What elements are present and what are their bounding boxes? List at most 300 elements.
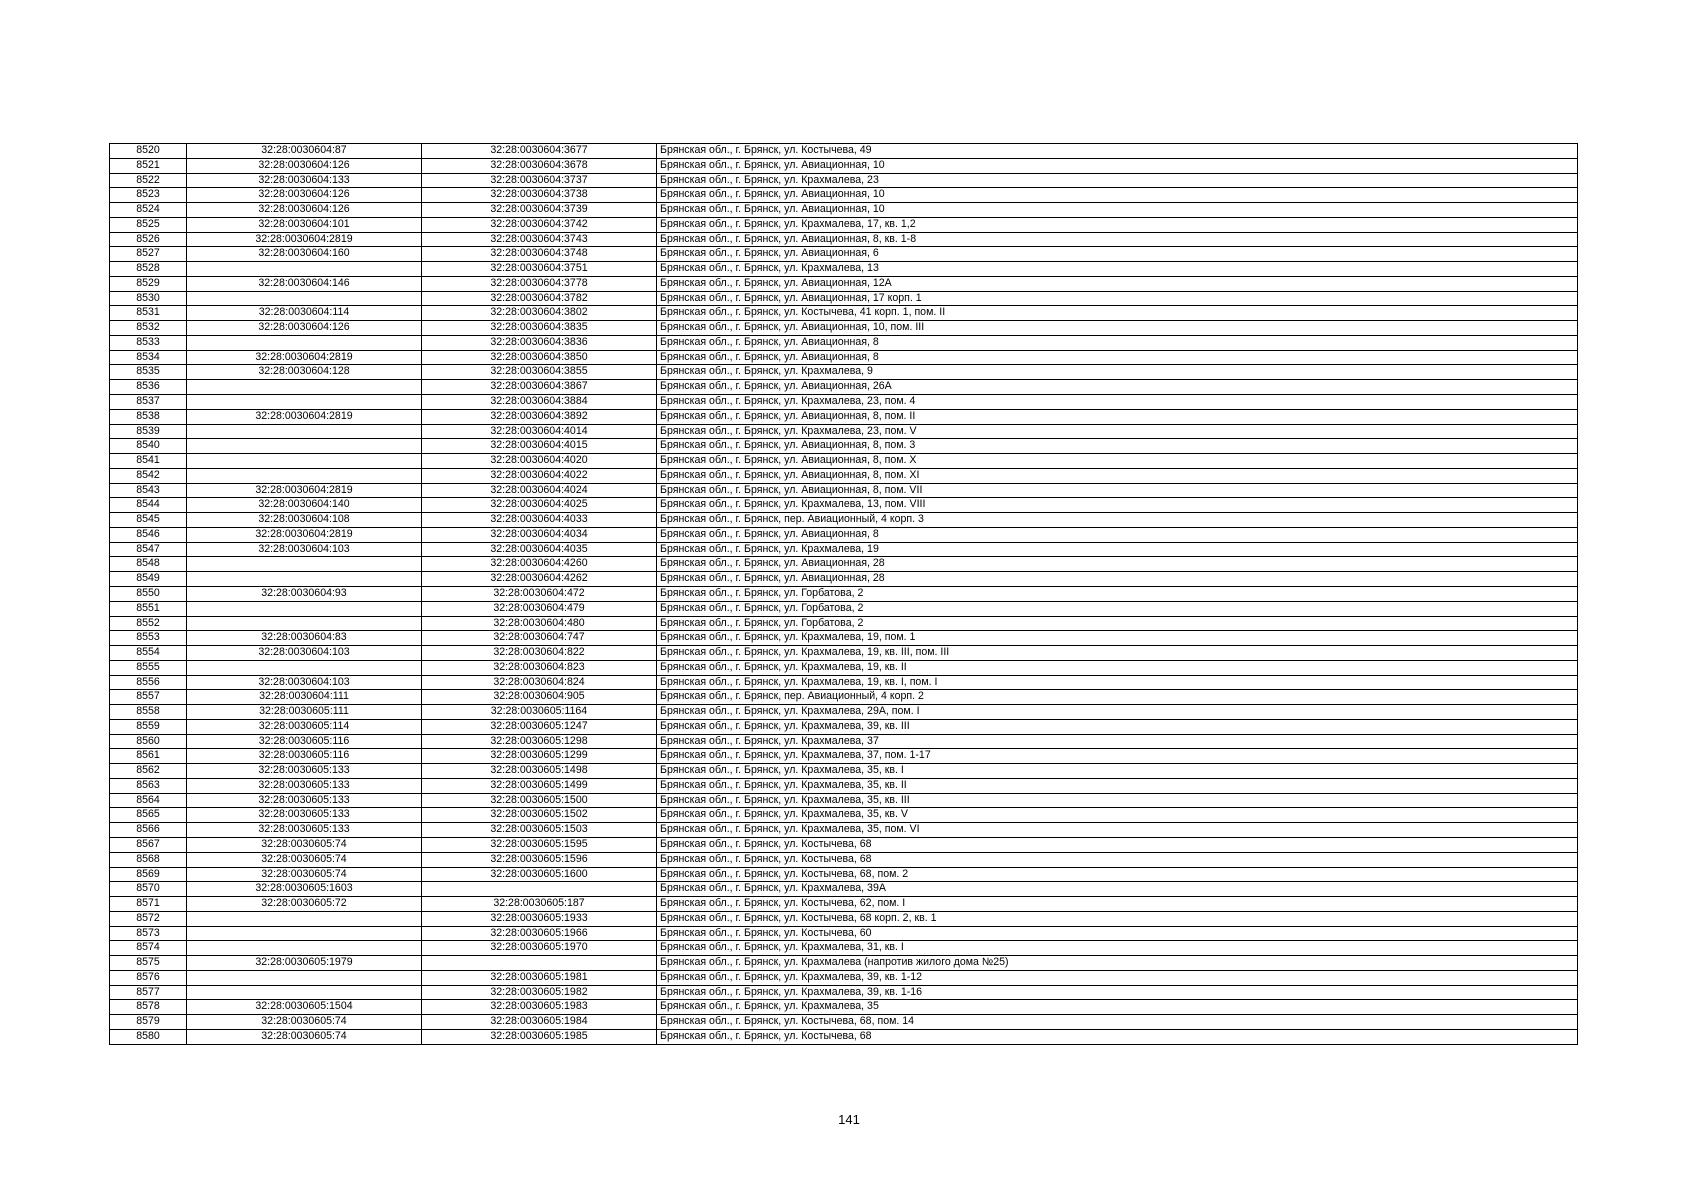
table-row: [110, 705, 1578, 720]
object-cadastral-number-cell: 32:28:0030605:187: [422, 897, 657, 912]
object-cadastral-number-cell: [422, 882, 657, 897]
table-row: [110, 749, 1578, 764]
table-row: [110, 1000, 1578, 1015]
land-parcel-number-cell: 32:28:0030604:93: [187, 586, 422, 601]
row-number-cell: 8576: [110, 970, 187, 985]
registry-table: [109, 143, 1578, 1045]
row-number-cell: 8540: [110, 439, 187, 454]
address-cell: Брянская обл., г. Брянск, ул. Авиационная, 8: [657, 527, 1578, 542]
object-cadastral-number-cell: 32:28:0030605:1164: [422, 705, 657, 720]
row-number-cell: 8532: [110, 321, 187, 336]
object-cadastral-number-cell: 32:28:0030604:3835: [422, 321, 657, 336]
row-number-cell: 8577: [110, 985, 187, 1000]
land-parcel-number-cell: [187, 454, 422, 469]
object-cadastral-number-cell: 32:28:0030605:1247: [422, 719, 657, 734]
table-row: [110, 675, 1578, 690]
address-cell: Брянская обл., г. Брянск, ул. Авиационная, 10, пом. III: [657, 321, 1578, 336]
object-cadastral-number-cell: 32:28:0030604:472: [422, 586, 657, 601]
table-row: [110, 660, 1578, 675]
row-number-cell: 8543: [110, 483, 187, 498]
address-cell: Брянская обл., г. Брянск, пер. Авиационный, 4 корп. 3: [657, 513, 1578, 528]
land-parcel-number-cell: [187, 335, 422, 350]
row-number-cell: 8547: [110, 542, 187, 557]
address-cell: Брянская обл., г. Брянск, ул. Крахмалева, 9: [657, 365, 1578, 380]
table-row: [110, 586, 1578, 601]
row-number-cell: 8566: [110, 823, 187, 838]
land-parcel-number-cell: 32:28:0030605:116: [187, 749, 422, 764]
address-cell: Брянская обл., г. Брянск, ул. Крахмалева, 19, кв. III, пом. III: [657, 646, 1578, 661]
table-row: [110, 941, 1578, 956]
row-number-cell: 8523: [110, 188, 187, 203]
row-number-cell: 8560: [110, 734, 187, 749]
table-row: [110, 823, 1578, 838]
address-cell: Брянская обл., г. Брянск, ул. Авиационная, 8, пом. X: [657, 454, 1578, 469]
land-parcel-number-cell: 32:28:0030605:114: [187, 719, 422, 734]
land-parcel-number-cell: 32:28:0030604:126: [187, 203, 422, 218]
table-row: [110, 350, 1578, 365]
object-cadastral-number-cell: 32:28:0030605:1499: [422, 778, 657, 793]
row-number-cell: 8571: [110, 897, 187, 912]
table-row: [110, 158, 1578, 173]
land-parcel-number-cell: [187, 439, 422, 454]
object-cadastral-number-cell: 32:28:0030605:1498: [422, 764, 657, 779]
table-row: [110, 306, 1578, 321]
object-cadastral-number-cell: 32:28:0030604:3748: [422, 247, 657, 262]
land-parcel-number-cell: 32:28:0030604:126: [187, 188, 422, 203]
table-row: [110, 365, 1578, 380]
object-cadastral-number-cell: 32:28:0030604:3836: [422, 335, 657, 350]
object-cadastral-number-cell: 32:28:0030604:3742: [422, 217, 657, 232]
address-cell: Брянская обл., г. Брянск, ул. Крахмалева, 19, кв. II: [657, 660, 1578, 675]
table-row: [110, 970, 1578, 985]
object-cadastral-number-cell: 32:28:0030604:480: [422, 616, 657, 631]
address-cell: Брянская обл., г. Брянск, ул. Крахмалева, 17, кв. 1,2: [657, 217, 1578, 232]
row-number-cell: 8549: [110, 572, 187, 587]
land-parcel-number-cell: [187, 424, 422, 439]
table-row: [110, 719, 1578, 734]
object-cadastral-number-cell: 32:28:0030604:4035: [422, 542, 657, 557]
object-cadastral-number-cell: 32:28:0030605:1981: [422, 970, 657, 985]
address-cell: Брянская обл., г. Брянск, ул. Костычева, 68, пом. 2: [657, 867, 1578, 882]
address-cell: Брянская обл., г. Брянск, ул. Костычева, 49: [657, 144, 1578, 159]
row-number-cell: 8556: [110, 675, 187, 690]
object-cadastral-number-cell: 32:28:0030604:3782: [422, 291, 657, 306]
address-cell: Брянская обл., г. Брянск, ул. Крахмалева (напротив жилого дома №25): [657, 956, 1578, 971]
registry-table-body: [110, 144, 1578, 1045]
address-cell: Брянская обл., г. Брянск, ул. Крахмалева, 13: [657, 262, 1578, 277]
table-row: [110, 837, 1578, 852]
land-parcel-number-cell: 32:28:0030604:108: [187, 513, 422, 528]
object-cadastral-number-cell: 32:28:0030604:3778: [422, 276, 657, 291]
land-parcel-number-cell: [187, 911, 422, 926]
address-cell: Брянская обл., г. Брянск, ул. Крахмалева, 31, кв. I: [657, 941, 1578, 956]
address-cell: Брянская обл., г. Брянск, ул. Костычева, 68: [657, 1029, 1578, 1044]
land-parcel-number-cell: 32:28:0030604:146: [187, 276, 422, 291]
row-number-cell: 8568: [110, 852, 187, 867]
address-cell: Брянская обл., г. Брянск, ул. Авиационная, 10: [657, 203, 1578, 218]
object-cadastral-number-cell: 32:28:0030605:1984: [422, 1015, 657, 1030]
object-cadastral-number-cell: 32:28:0030605:1596: [422, 852, 657, 867]
table-row: [110, 572, 1578, 587]
row-number-cell: 8573: [110, 926, 187, 941]
address-cell: Брянская обл., г. Брянск, ул. Горбатова, 2: [657, 601, 1578, 616]
land-parcel-number-cell: [187, 616, 422, 631]
land-parcel-number-cell: 32:28:0030605:1603: [187, 882, 422, 897]
land-parcel-number-cell: 32:28:0030604:111: [187, 690, 422, 705]
address-cell: Брянская обл., г. Брянск, ул. Авиационная, 26А: [657, 380, 1578, 395]
land-parcel-number-cell: 32:28:0030605:74: [187, 837, 422, 852]
land-parcel-number-cell: 32:28:0030604:126: [187, 321, 422, 336]
address-cell: Брянская обл., г. Брянск, ул. Крахмалева, 23, пом. 4: [657, 395, 1578, 410]
object-cadastral-number-cell: 32:28:0030604:3678: [422, 158, 657, 173]
object-cadastral-number-cell: 32:28:0030604:822: [422, 646, 657, 661]
address-cell: Брянская обл., г. Брянск, ул. Авиационная, 8, пом. VII: [657, 483, 1578, 498]
table-row: [110, 321, 1578, 336]
address-cell: Брянская обл., г. Брянск, ул. Костычева, 68 корп. 2, кв. 1: [657, 911, 1578, 926]
row-number-cell: 8553: [110, 631, 187, 646]
object-cadastral-number-cell: 32:28:0030605:1595: [422, 837, 657, 852]
table-row: [110, 483, 1578, 498]
table-row: [110, 646, 1578, 661]
row-number-cell: 8575: [110, 956, 187, 971]
row-number-cell: 8522: [110, 173, 187, 188]
land-parcel-number-cell: 32:28:0030604:103: [187, 675, 422, 690]
row-number-cell: 8558: [110, 705, 187, 720]
table-row: [110, 926, 1578, 941]
table-row: [110, 335, 1578, 350]
address-cell: Брянская обл., г. Брянск, пер. Авиационный, 4 корп. 2: [657, 690, 1578, 705]
row-number-cell: 8570: [110, 882, 187, 897]
land-parcel-number-cell: 32:28:0030605:74: [187, 1015, 422, 1030]
address-cell: Брянская обл., г. Брянск, ул. Авиационная, 8: [657, 350, 1578, 365]
object-cadastral-number-cell: 32:28:0030604:4022: [422, 468, 657, 483]
row-number-cell: 8555: [110, 660, 187, 675]
row-number-cell: 8526: [110, 232, 187, 247]
table-row: [110, 631, 1578, 646]
object-cadastral-number-cell: 32:28:0030604:4034: [422, 527, 657, 542]
object-cadastral-number-cell: 32:28:0030604:3855: [422, 365, 657, 380]
object-cadastral-number-cell: 32:28:0030604:4015: [422, 439, 657, 454]
table-row: [110, 867, 1578, 882]
address-cell: Брянская обл., г. Брянск, ул. Крахмалева, 19: [657, 542, 1578, 557]
object-cadastral-number-cell: 32:28:0030605:1933: [422, 911, 657, 926]
table-row: [110, 1015, 1578, 1030]
object-cadastral-number-cell: 32:28:0030605:1966: [422, 926, 657, 941]
address-cell: Брянская обл., г. Брянск, ул. Крахмалева, 19, пом. 1: [657, 631, 1578, 646]
address-cell: Брянская обл., г. Брянск, ул. Крахмалева, 39, кв. 1-12: [657, 970, 1578, 985]
address-cell: Брянская обл., г. Брянск, ул. Крахмалева, 19, кв. I, пом. I: [657, 675, 1578, 690]
land-parcel-number-cell: [187, 380, 422, 395]
land-parcel-number-cell: 32:28:0030604:133: [187, 173, 422, 188]
object-cadastral-number-cell: 32:28:0030604:905: [422, 690, 657, 705]
land-parcel-number-cell: 32:28:0030604:103: [187, 646, 422, 661]
table-row: [110, 188, 1578, 203]
table-row: [110, 985, 1578, 1000]
land-parcel-number-cell: 32:28:0030605:133: [187, 764, 422, 779]
row-number-cell: 8541: [110, 454, 187, 469]
land-parcel-number-cell: 32:28:0030604:101: [187, 217, 422, 232]
page-number: 141: [838, 1112, 860, 1127]
land-parcel-number-cell: [187, 985, 422, 1000]
row-number-cell: 8529: [110, 276, 187, 291]
object-cadastral-number-cell: 32:28:0030604:824: [422, 675, 657, 690]
table-row: [110, 793, 1578, 808]
object-cadastral-number-cell: 32:28:0030604:3850: [422, 350, 657, 365]
table-row: [110, 557, 1578, 572]
row-number-cell: 8565: [110, 808, 187, 823]
land-parcel-number-cell: 32:28:0030605:133: [187, 823, 422, 838]
address-cell: Брянская обл., г. Брянск, ул. Авиационная, 8, пом. II: [657, 409, 1578, 424]
object-cadastral-number-cell: 32:28:0030604:3739: [422, 203, 657, 218]
table-row: [110, 439, 1578, 454]
object-cadastral-number-cell: 32:28:0030604:4260: [422, 557, 657, 572]
table-row: [110, 232, 1578, 247]
row-number-cell: 8534: [110, 350, 187, 365]
land-parcel-number-cell: [187, 601, 422, 616]
row-number-cell: 8572: [110, 911, 187, 926]
object-cadastral-number-cell: 32:28:0030605:1983: [422, 1000, 657, 1015]
object-cadastral-number-cell: 32:28:0030604:3884: [422, 395, 657, 410]
object-cadastral-number-cell: 32:28:0030605:1298: [422, 734, 657, 749]
object-cadastral-number-cell: 32:28:0030604:4025: [422, 498, 657, 513]
row-number-cell: 8561: [110, 749, 187, 764]
row-number-cell: 8559: [110, 719, 187, 734]
address-cell: Брянская обл., г. Брянск, ул. Крахмалева, 39А: [657, 882, 1578, 897]
row-number-cell: 8533: [110, 335, 187, 350]
row-number-cell: 8531: [110, 306, 187, 321]
object-cadastral-number-cell: 32:28:0030604:479: [422, 601, 657, 616]
land-parcel-number-cell: 32:28:0030604:2819: [187, 232, 422, 247]
object-cadastral-number-cell: 32:28:0030604:3677: [422, 144, 657, 159]
row-number-cell: 8569: [110, 867, 187, 882]
land-parcel-number-cell: 32:28:0030605:1504: [187, 1000, 422, 1015]
land-parcel-number-cell: 32:28:0030604:140: [187, 498, 422, 513]
table-row: [110, 498, 1578, 513]
object-cadastral-number-cell: 32:28:0030604:4262: [422, 572, 657, 587]
address-cell: Брянская обл., г. Брянск, ул. Крахмалева, 37, пом. 1-17: [657, 749, 1578, 764]
row-number-cell: 8564: [110, 793, 187, 808]
object-cadastral-number-cell: 32:28:0030604:3738: [422, 188, 657, 203]
object-cadastral-number-cell: [422, 956, 657, 971]
table-row: [110, 808, 1578, 823]
land-parcel-number-cell: 32:28:0030605:116: [187, 734, 422, 749]
land-parcel-number-cell: [187, 926, 422, 941]
row-number-cell: 8567: [110, 837, 187, 852]
land-parcel-number-cell: [187, 262, 422, 277]
address-cell: Брянская обл., г. Брянск, ул. Крахмалева, 23: [657, 173, 1578, 188]
row-number-cell: 8527: [110, 247, 187, 262]
address-cell: Брянская обл., г. Брянск, ул. Авиационная, 8: [657, 335, 1578, 350]
row-number-cell: 8538: [110, 409, 187, 424]
object-cadastral-number-cell: 32:28:0030604:4033: [422, 513, 657, 528]
row-number-cell: 8574: [110, 941, 187, 956]
address-cell: Брянская обл., г. Брянск, ул. Авиационная, 17 корп. 1: [657, 291, 1578, 306]
land-parcel-number-cell: 32:28:0030604:2819: [187, 350, 422, 365]
row-number-cell: 8535: [110, 365, 187, 380]
object-cadastral-number-cell: 32:28:0030604:3737: [422, 173, 657, 188]
address-cell: Брянская обл., г. Брянск, ул. Авиационная, 10: [657, 188, 1578, 203]
table-row: [110, 852, 1578, 867]
land-parcel-number-cell: [187, 468, 422, 483]
address-cell: Брянская обл., г. Брянск, ул. Костычева, 68: [657, 852, 1578, 867]
land-parcel-number-cell: 32:28:0030604:87: [187, 144, 422, 159]
land-parcel-number-cell: 32:28:0030604:128: [187, 365, 422, 380]
row-number-cell: 8552: [110, 616, 187, 631]
land-parcel-number-cell: 32:28:0030605:133: [187, 778, 422, 793]
address-cell: Брянская обл., г. Брянск, ул. Костычева, 62, пом. I: [657, 897, 1578, 912]
address-cell: Брянская обл., г. Брянск, ул. Крахмалева, 35: [657, 1000, 1578, 1015]
address-cell: Брянская обл., г. Брянск, ул. Крахмалева, 35, пом. VI: [657, 823, 1578, 838]
row-number-cell: 8545: [110, 513, 187, 528]
row-number-cell: 8525: [110, 217, 187, 232]
land-parcel-number-cell: 32:28:0030605:74: [187, 1029, 422, 1044]
land-parcel-number-cell: 32:28:0030605:74: [187, 852, 422, 867]
object-cadastral-number-cell: 32:28:0030605:1985: [422, 1029, 657, 1044]
object-cadastral-number-cell: 32:28:0030604:4020: [422, 454, 657, 469]
row-number-cell: 8548: [110, 557, 187, 572]
row-number-cell: 8536: [110, 380, 187, 395]
land-parcel-number-cell: 32:28:0030605:133: [187, 808, 422, 823]
address-cell: Брянская обл., г. Брянск, ул. Авиационная, 8, пом. XI: [657, 468, 1578, 483]
table-row: [110, 144, 1578, 159]
row-number-cell: 8578: [110, 1000, 187, 1015]
address-cell: Брянская обл., г. Брянск, ул. Крахмалева, 29А, пом. I: [657, 705, 1578, 720]
object-cadastral-number-cell: 32:28:0030604:747: [422, 631, 657, 646]
address-cell: Брянская обл., г. Брянск, ул. Крахмалева, 39, кв. 1-16: [657, 985, 1578, 1000]
land-parcel-number-cell: [187, 395, 422, 410]
object-cadastral-number-cell: 32:28:0030604:3802: [422, 306, 657, 321]
address-cell: Брянская обл., г. Брянск, ул. Крахмалева, 39, кв. III: [657, 719, 1578, 734]
row-number-cell: 8562: [110, 764, 187, 779]
object-cadastral-number-cell: 32:28:0030605:1500: [422, 793, 657, 808]
object-cadastral-number-cell: 32:28:0030604:3743: [422, 232, 657, 247]
table-row: [110, 616, 1578, 631]
table-row: [110, 601, 1578, 616]
table-row: [110, 911, 1578, 926]
address-cell: Брянская обл., г. Брянск, ул. Костычева, 68: [657, 837, 1578, 852]
row-number-cell: 8539: [110, 424, 187, 439]
row-number-cell: 8528: [110, 262, 187, 277]
table-row: [110, 217, 1578, 232]
table-row: [110, 734, 1578, 749]
row-number-cell: 8530: [110, 291, 187, 306]
table-row: [110, 542, 1578, 557]
address-cell: Брянская обл., г. Брянск, ул. Авиационная, 6: [657, 247, 1578, 262]
address-cell: Брянская обл., г. Брянск, ул. Авиационная, 12А: [657, 276, 1578, 291]
object-cadastral-number-cell: 32:28:0030604:3751: [422, 262, 657, 277]
table-row: [110, 276, 1578, 291]
address-cell: Брянская обл., г. Брянск, ул. Авиационная, 8, кв. 1-8: [657, 232, 1578, 247]
address-cell: Брянская обл., г. Брянск, ул. Костычева, 68, пом. 14: [657, 1015, 1578, 1030]
row-number-cell: 8550: [110, 586, 187, 601]
table-row: [110, 380, 1578, 395]
table-row: [110, 262, 1578, 277]
row-number-cell: 8521: [110, 158, 187, 173]
land-parcel-number-cell: 32:28:0030604:103: [187, 542, 422, 557]
table-row: [110, 424, 1578, 439]
address-cell: Брянская обл., г. Брянск, ул. Костычева, 60: [657, 926, 1578, 941]
land-parcel-number-cell: 32:28:0030604:2819: [187, 527, 422, 542]
table-row: [110, 1029, 1578, 1044]
table-row: [110, 247, 1578, 262]
address-cell: Брянская обл., г. Брянск, ул. Авиационная, 8, пом. 3: [657, 439, 1578, 454]
object-cadastral-number-cell: 32:28:0030604:4014: [422, 424, 657, 439]
land-parcel-number-cell: 32:28:0030604:160: [187, 247, 422, 262]
row-number-cell: 8563: [110, 778, 187, 793]
table-row: [110, 454, 1578, 469]
object-cadastral-number-cell: 32:28:0030605:1982: [422, 985, 657, 1000]
row-number-cell: 8542: [110, 468, 187, 483]
table-row: [110, 897, 1578, 912]
land-parcel-number-cell: 32:28:0030604:126: [187, 158, 422, 173]
land-parcel-number-cell: [187, 660, 422, 675]
land-parcel-number-cell: 32:28:0030604:2819: [187, 483, 422, 498]
table-row: [110, 882, 1578, 897]
object-cadastral-number-cell: 32:28:0030604:823: [422, 660, 657, 675]
table-row: [110, 203, 1578, 218]
table-row: [110, 527, 1578, 542]
row-number-cell: 8537: [110, 395, 187, 410]
object-cadastral-number-cell: 32:28:0030605:1502: [422, 808, 657, 823]
row-number-cell: 8551: [110, 601, 187, 616]
land-parcel-number-cell: 32:28:0030604:83: [187, 631, 422, 646]
address-cell: Брянская обл., г. Брянск, ул. Крахмалева, 13, пом. VIII: [657, 498, 1578, 513]
object-cadastral-number-cell: 32:28:0030604:4024: [422, 483, 657, 498]
row-number-cell: 8524: [110, 203, 187, 218]
row-number-cell: 8544: [110, 498, 187, 513]
table-row: [110, 409, 1578, 424]
address-cell: Брянская обл., г. Брянск, ул. Авиационная, 28: [657, 557, 1578, 572]
land-parcel-number-cell: [187, 970, 422, 985]
row-number-cell: 8554: [110, 646, 187, 661]
land-parcel-number-cell: 32:28:0030605:72: [187, 897, 422, 912]
address-cell: Брянская обл., г. Брянск, ул. Горбатова, 2: [657, 586, 1578, 601]
address-cell: Брянская обл., г. Брянск, ул. Крахмалева, 37: [657, 734, 1578, 749]
land-parcel-number-cell: 32:28:0030604:114: [187, 306, 422, 321]
table-row: [110, 291, 1578, 306]
object-cadastral-number-cell: 32:28:0030605:1299: [422, 749, 657, 764]
address-cell: Брянская обл., г. Брянск, ул. Горбатова, 2: [657, 616, 1578, 631]
land-parcel-number-cell: [187, 941, 422, 956]
object-cadastral-number-cell: 32:28:0030605:1970: [422, 941, 657, 956]
land-parcel-number-cell: 32:28:0030605:133: [187, 793, 422, 808]
object-cadastral-number-cell: 32:28:0030604:3867: [422, 380, 657, 395]
table-row: [110, 764, 1578, 779]
land-parcel-number-cell: [187, 572, 422, 587]
address-cell: Брянская обл., г. Брянск, ул. Крахмалева, 35, кв. III: [657, 793, 1578, 808]
land-parcel-number-cell: [187, 557, 422, 572]
address-cell: Брянская обл., г. Брянск, ул. Крахмалева, 35, кв. V: [657, 808, 1578, 823]
table-row: [110, 956, 1578, 971]
row-number-cell: 8579: [110, 1015, 187, 1030]
address-cell: Брянская обл., г. Брянск, ул. Крахмалева, 23, пом. V: [657, 424, 1578, 439]
table-row: [110, 690, 1578, 705]
table-row: [110, 468, 1578, 483]
table-row: [110, 395, 1578, 410]
row-number-cell: 8546: [110, 527, 187, 542]
land-parcel-number-cell: 32:28:0030605:111: [187, 705, 422, 720]
table-row: [110, 173, 1578, 188]
land-parcel-number-cell: 32:28:0030604:2819: [187, 409, 422, 424]
address-cell: Брянская обл., г. Брянск, ул. Крахмалева, 35, кв. II: [657, 778, 1578, 793]
row-number-cell: 8580: [110, 1029, 187, 1044]
land-parcel-number-cell: [187, 291, 422, 306]
object-cadastral-number-cell: 32:28:0030605:1600: [422, 867, 657, 882]
land-parcel-number-cell: 32:28:0030605:74: [187, 867, 422, 882]
table-row: [110, 513, 1578, 528]
land-parcel-number-cell: 32:28:0030605:1979: [187, 956, 422, 971]
table-row: [110, 778, 1578, 793]
